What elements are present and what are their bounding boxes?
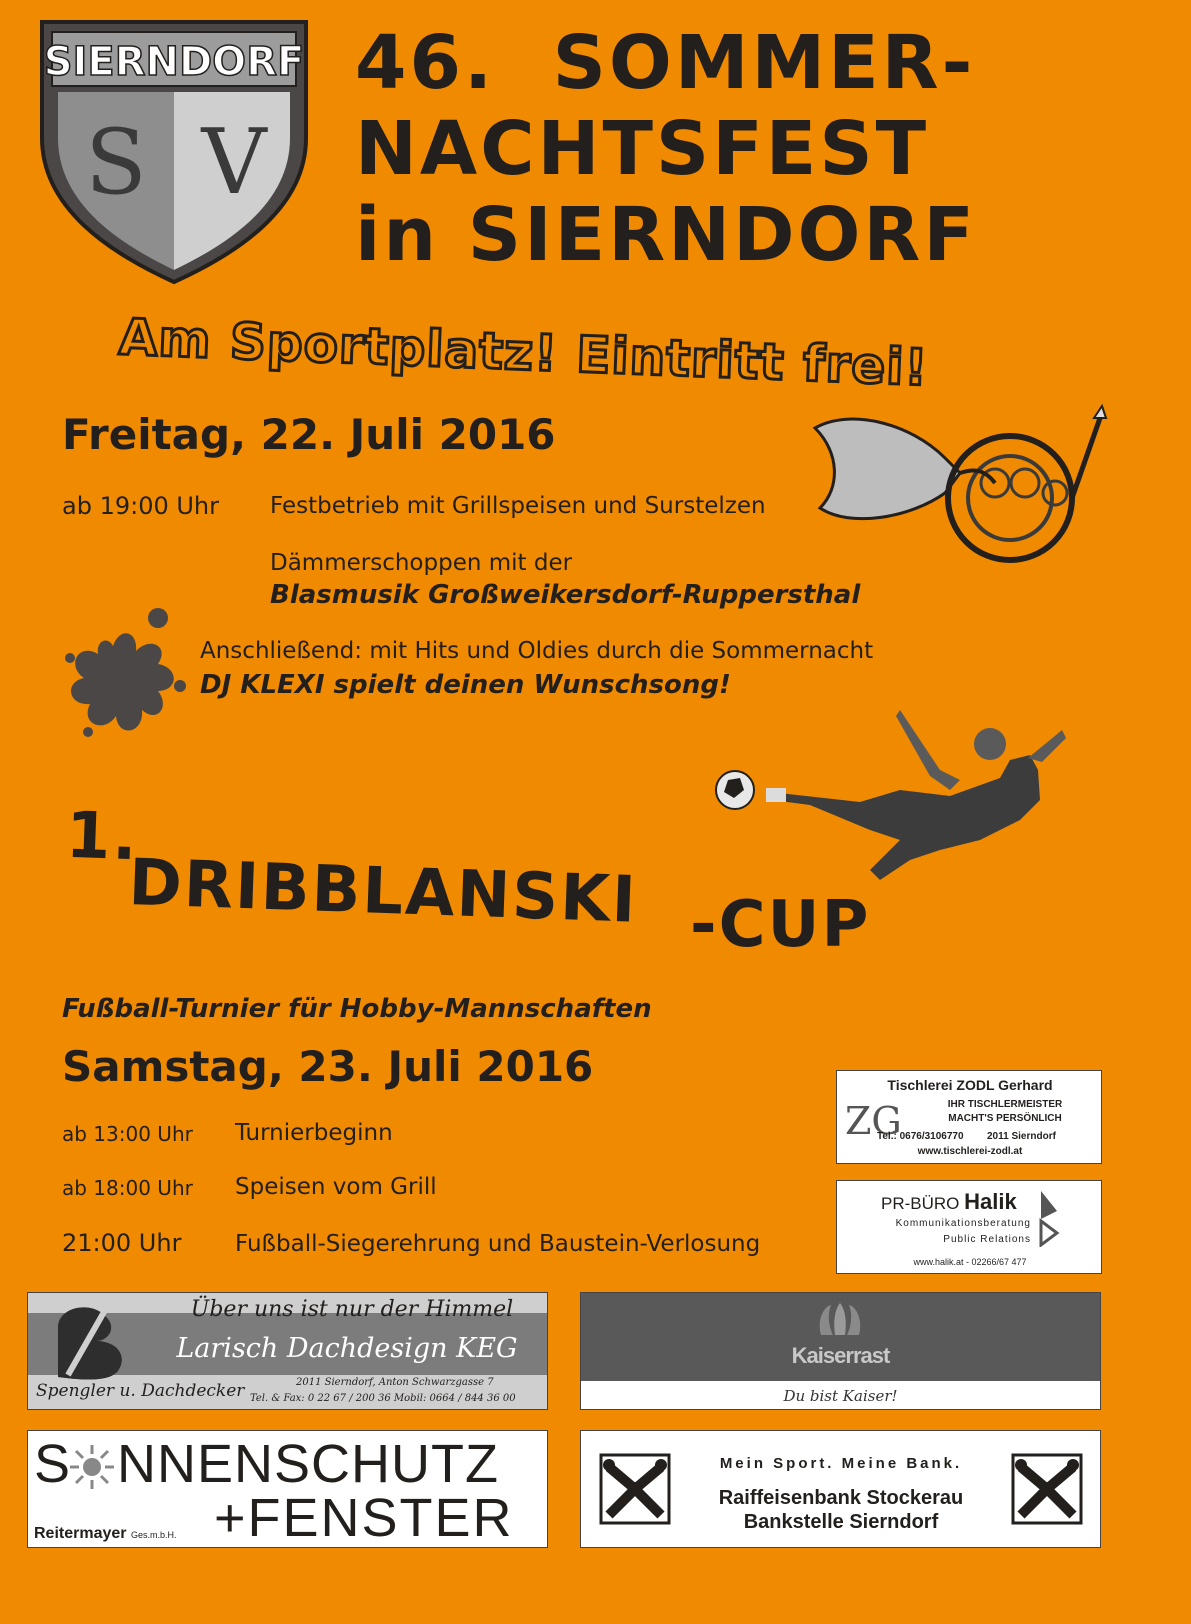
larisch-contact: Tel. & Fax: 0 22 67 / 200 36 Mobil: 0664 / 844 36 00: [250, 1393, 516, 1404]
cup-number: 1.: [64, 798, 141, 876]
raiffeisen-giebelkreuz-icon: [599, 1453, 671, 1525]
saturday-tagline: Fußball-Turnier für Hobby-Mannschaften: [62, 994, 652, 1024]
sonnenschutz-suffix: Ges.m.b.H.: [130, 1530, 177, 1540]
friday-anschliessend: Anschließend: mit Hits und Oldies durch die Sommernacht: [200, 638, 874, 664]
friday-band: Blasmusik Großweikersdorf-Ruppersthal: [270, 580, 861, 610]
crest-name: SIERNDORF: [43, 39, 305, 85]
french-horn-icon: [810, 398, 1110, 578]
friday-daemmerschoppen: Dämmerschoppen mit der: [270, 550, 573, 576]
kaiserrast-name: Kaiserrast: [791, 1343, 890, 1368]
raiffeisen-slogan: Mein Sport. Meine Bank.: [719, 1455, 963, 1472]
saturday-heading: Samstag, 23. Juli 2016: [62, 1042, 594, 1091]
sun-icon: [68, 1443, 116, 1491]
saturday-row-time: ab 18:00 Uhr: [62, 1176, 193, 1200]
saturday-row-text: Turnierbeginn: [235, 1120, 393, 1146]
zodl-logo: ZG: [845, 1099, 902, 1143]
larisch-slogan: Über uns ist nur der Himmel: [190, 1297, 514, 1322]
sponsor-zodl: [836, 1070, 1102, 1164]
zodl-line2: MACHT'S PERSÖNLICH: [948, 1113, 1062, 1124]
zodl-line1: IHR TISCHLERMEISTER: [947, 1099, 1063, 1110]
halik-web: www.halik.at - 02266/67 477: [913, 1257, 1027, 1267]
sv-sierndorf-crest: [38, 18, 310, 286]
raiffeisen-giebelkreuz-icon: [1011, 1453, 1083, 1525]
larisch-trade: Spengler u. Dachdecker: [36, 1381, 245, 1401]
zodl-city: 2011 Sierndorf: [987, 1131, 1056, 1142]
sonnenschutz-company-wrap: [34, 1525, 176, 1543]
sponsor-halik: [836, 1180, 1102, 1274]
halik-line2: Public Relations: [943, 1234, 1031, 1245]
larisch-address: 2011 Sierndorf, Anton Schwarzgasse 7: [296, 1377, 494, 1388]
friday-dj: DJ KLEXI spielt deinen Wunschsong!: [200, 670, 731, 700]
sponsor-sonnenschutz: [27, 1430, 548, 1548]
halik-logo-icon: [1037, 1189, 1061, 1247]
saturday-row-time: 21:00 Uhr: [62, 1229, 182, 1257]
larisch-name: Larisch Dachdesign KEG: [176, 1333, 518, 1364]
title-line-2: NACHTSFEST: [355, 106, 930, 192]
title-line-1: 46. SOMMER-: [355, 20, 976, 106]
raiffeisen-line1: Raiffeisenbank Stockerau: [718, 1487, 964, 1509]
sponsor-larisch: [27, 1292, 548, 1410]
saturday-row-text: Speisen vom Grill: [235, 1174, 437, 1200]
halik-title: [881, 1189, 1017, 1215]
larisch-logo-icon: [38, 1297, 138, 1381]
cup-suffix: -CUP: [690, 888, 871, 962]
saturday-row-time: ab 13:00 Uhr: [62, 1122, 193, 1146]
venue-subheading: Am Sportplatz! Eintritt frei!: [117, 308, 930, 398]
saturday-row-text: Fußball-Siegerehrung und Baustein-Verlosung: [235, 1231, 761, 1257]
sponsor-kaiserrast: [580, 1292, 1101, 1410]
sonnenschutz-company: Reitermayer: [34, 1525, 127, 1542]
sonnenschutz-s: S: [34, 1434, 72, 1494]
sonnenschutz-line2: +FENSTER: [214, 1488, 514, 1548]
halik-name: Halik: [964, 1189, 1017, 1214]
cup-name: DRIBBLANSKI: [127, 846, 639, 938]
football-player-illustration: [710, 700, 1070, 900]
event-title: [355, 20, 1175, 278]
friday-festbetrieb: Festbetrieb mit Grillspeisen und Surstelzen: [270, 493, 766, 519]
zodl-name: Tischlerei ZODL Gerhard: [887, 1077, 1053, 1093]
kaiserrast-slogan: Du bist Kaiser!: [783, 1387, 898, 1405]
friday-time: ab 19:00 Uhr: [62, 492, 220, 520]
crown-icon: [815, 1301, 865, 1337]
sponsor-raiffeisen: [580, 1430, 1101, 1548]
raiffeisen-line2: Bankstelle Sierndorf: [743, 1511, 939, 1533]
sonnenschutz-rest: NNENSCHUTZ: [117, 1434, 500, 1494]
title-line-3: in SIERNDORF: [355, 192, 977, 278]
friday-heading: Freitag, 22. Juli 2016: [62, 410, 556, 459]
crest-letter-s: S: [85, 110, 147, 215]
crest-letter-v: V: [201, 110, 267, 215]
zodl-web: www.tischlerei-zodl.at: [917, 1146, 1023, 1157]
halik-line1: Kommunikationsberatung: [895, 1218, 1031, 1229]
paint-splash-icon: [58, 606, 193, 744]
zodl-phone: Tel.: 0676/3106770: [877, 1131, 964, 1142]
halik-prefix: PR-BÜRO: [881, 1194, 960, 1213]
